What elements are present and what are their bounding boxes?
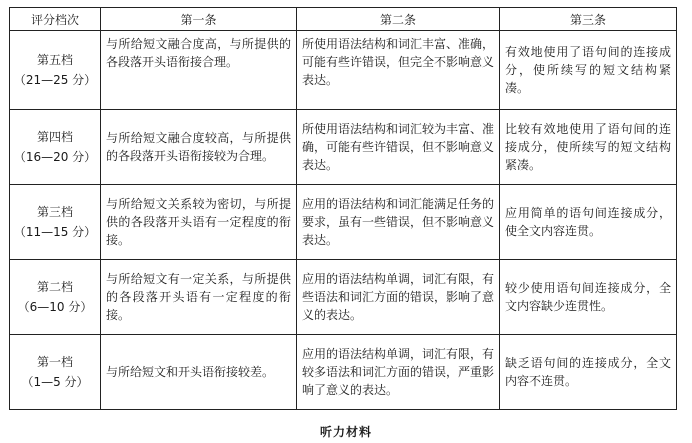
criterion-1-cell: 与所给短文有一定关系，与所提供的各段落开头语有一定程度的衔接。: [101, 260, 297, 335]
criterion-1-cell: 与所给短文关系较为密切，与所提供的各段落开头语有一定程度的衔接。: [101, 185, 297, 260]
grade-range: （16—20 分）: [13, 150, 97, 164]
criterion-2-cell: 应用的语法结构单调，词汇有限，有些语法和词汇方面的错误，影响了意义的表达。: [297, 260, 500, 335]
table-row: [10, 31, 677, 110]
criterion-3-cell: 比较有效地使用了语句间的连接成分，使所续写的短文结构紧凑。: [500, 110, 677, 185]
section-heading: 听力材料: [319, 425, 372, 439]
table-row: [10, 185, 677, 260]
criterion-2-cell: 所使用语法结构和词汇丰富、准确，可能有些许错误，但完全不影响意义表达。: [297, 31, 500, 110]
criterion-3-cell: 有效地使用了语句间的连接成分，使所续写的短文结构紧凑。: [500, 31, 677, 110]
header-criterion-3: 第三条: [500, 8, 677, 31]
table-row: [10, 335, 677, 410]
criterion-3-cell: 应用简单的语句间连接成分，使全文内容连贯。: [500, 185, 677, 260]
grade-range: （6—10 分）: [17, 300, 93, 314]
criterion-1-cell: 与所给短文融合度高，与所提供的各段落开头语衔接合理。: [101, 31, 297, 110]
header-criterion-1: 第一条: [101, 8, 297, 31]
grade-cell: [10, 185, 101, 260]
grade-name: 第一档: [36, 355, 73, 369]
grade-name: 第三档: [36, 205, 73, 219]
grade-name: 第五档: [36, 53, 73, 67]
table-row: [10, 260, 677, 335]
grade-cell: [10, 335, 101, 410]
scoring-rubric-table: [9, 7, 677, 410]
criterion-1-cell: 与所给短文和开头语衔接较差。: [101, 335, 297, 410]
grade-cell: [10, 110, 101, 185]
criterion-2-cell: 应用的语法结构单调，词汇有限，有较多语法和词汇方面的错误，严重影响了意义的表达。: [297, 335, 500, 410]
grade-name: 第二档: [36, 280, 73, 294]
grade-cell: [10, 260, 101, 335]
grade-name: 第四档: [36, 130, 73, 144]
grade-range: （11—15 分）: [13, 225, 97, 239]
table-row: [10, 110, 677, 185]
header-grade: 评分档次: [10, 8, 101, 31]
grade-cell: [10, 31, 101, 110]
criterion-3-cell: 较少使用语句间连接成分，全文内容缺少连贯性。: [500, 260, 677, 335]
criterion-2-cell: 所使用语法结构和词汇较为丰富、准确，可能有些许错误，但不影响意义表达。: [297, 110, 500, 185]
grade-range: （1—5 分）: [21, 375, 89, 389]
criterion-2-cell: 应用的语法结构和词汇能满足任务的要求，虽有一些错误，但不影响意义表达。: [297, 185, 500, 260]
criterion-1-cell: 与所给短文融合度较高，与所提供的各段落开头语衔接较为合理。: [101, 110, 297, 185]
grade-range: （21—25 分）: [13, 73, 97, 87]
criterion-3-cell: 缺乏语句间的连接成分，全文内容不连贯。: [500, 335, 677, 410]
header-criterion-2: 第二条: [297, 8, 500, 31]
header-row: [10, 8, 677, 31]
